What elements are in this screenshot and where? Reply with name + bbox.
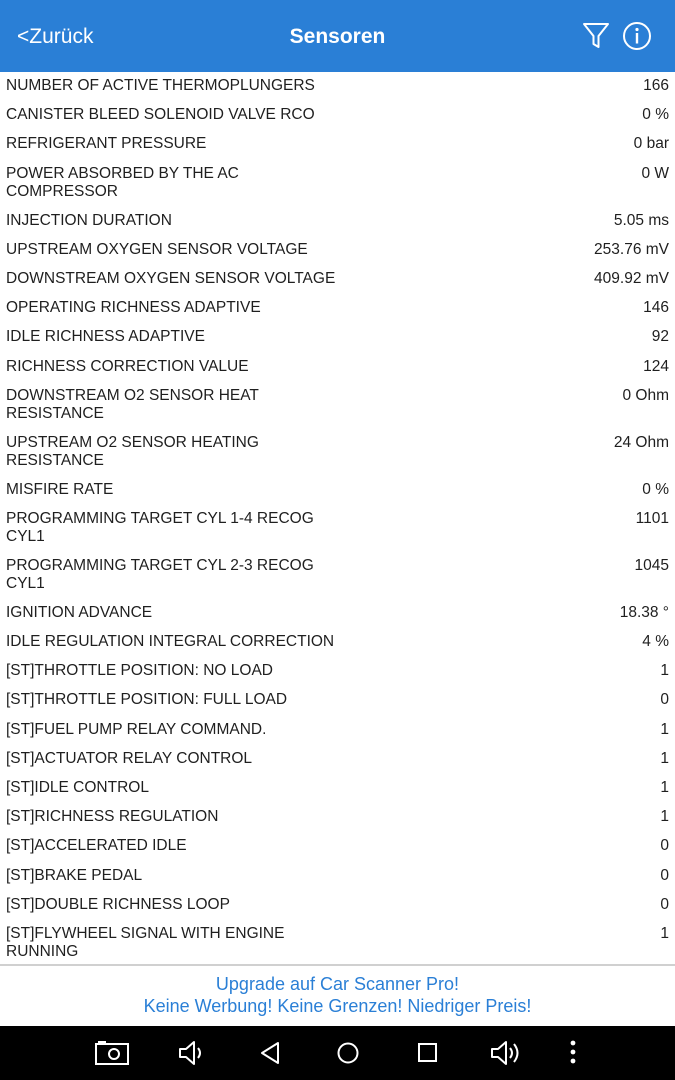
back-button[interactable]: <Zurück bbox=[17, 25, 94, 48]
sensor-value: 409.92 mV bbox=[594, 269, 669, 287]
upgrade-banner-line1: Upgrade auf Car Scanner Pro! bbox=[215, 974, 460, 994]
upgrade-banner[interactable] bbox=[0, 964, 675, 1026]
sensor-name: IDLE RICHNESS ADAPTIVE bbox=[6, 328, 205, 346]
sensor-value: 0 % bbox=[642, 106, 669, 124]
home-icon bbox=[330, 1039, 366, 1067]
sensor-value: 1 bbox=[660, 924, 669, 942]
sensor-row[interactable] bbox=[0, 236, 675, 265]
sensor-value: 0 bbox=[660, 691, 669, 709]
sensor-name: [ST]BRAKE PEDAL bbox=[6, 866, 143, 884]
sensor-name: DOWNSTREAM O2 SENSOR HEAT RESISTANCE bbox=[6, 386, 259, 423]
sensor-row[interactable] bbox=[0, 745, 675, 774]
sensor-value: 1 bbox=[660, 662, 669, 680]
sensor-row[interactable] bbox=[0, 657, 675, 686]
sensor-row[interactable] bbox=[0, 72, 675, 101]
sensor-name: [ST]ACTUATOR RELAY CONTROL bbox=[6, 749, 253, 767]
sensor-name: IGNITION ADVANCE bbox=[6, 603, 153, 621]
sensor-row[interactable] bbox=[0, 920, 675, 967]
sensor-value: 146 bbox=[643, 299, 669, 317]
sensor-name: [ST]THROTTLE POSITION: FULL LOAD bbox=[6, 691, 288, 709]
sensor-row[interactable] bbox=[0, 265, 675, 294]
app-bar bbox=[0, 0, 675, 72]
sensor-name: [ST]THROTTLE POSITION: NO LOAD bbox=[6, 662, 273, 680]
sensor-value: 0 bbox=[660, 895, 669, 913]
sensor-row[interactable] bbox=[0, 323, 675, 352]
sensor-name: [ST]DOUBLE RICHNESS LOOP bbox=[6, 895, 230, 913]
sensor-name: PROGRAMMING TARGET CYL 1-4 RECOG CYL1 bbox=[6, 509, 314, 546]
sensor-row[interactable] bbox=[0, 716, 675, 745]
sensor-value: 1 bbox=[660, 808, 669, 826]
volume-down-button[interactable] bbox=[175, 1039, 211, 1067]
upgrade-banner-line2: Keine Werbung! Keine Grenzen! Niedriger Preis! bbox=[143, 996, 532, 1016]
sensor-value: 1 bbox=[660, 720, 669, 738]
recents-icon bbox=[409, 1039, 445, 1067]
sensor-value: 5.05 ms bbox=[613, 211, 669, 229]
back-nav-button[interactable] bbox=[252, 1039, 288, 1067]
sensor-row[interactable] bbox=[0, 832, 675, 861]
sensor-value: 1101 bbox=[635, 509, 669, 527]
system-navigation-bar bbox=[0, 1026, 675, 1080]
sensor-name: [ST]FUEL PUMP RELAY COMMAND. bbox=[6, 720, 267, 738]
sensor-name: CANISTER BLEED SOLENOID VALVE RCO bbox=[6, 106, 315, 124]
filter-icon bbox=[582, 21, 610, 51]
sensor-name: MISFIRE RATE bbox=[6, 480, 114, 498]
page-title: Sensoren bbox=[289, 25, 386, 48]
recents-nav-button[interactable] bbox=[409, 1039, 445, 1067]
sensor-row[interactable] bbox=[0, 774, 675, 803]
sensor-name: [ST]ACCELERATED IDLE bbox=[6, 837, 187, 855]
sensor-name: PROGRAMMING TARGET CYL 2-3 RECOG CYL1 bbox=[6, 556, 314, 593]
sensor-name: NUMBER OF ACTIVE THERMOPLUNGERS bbox=[6, 77, 315, 94]
home-nav-button[interactable] bbox=[330, 1039, 366, 1067]
more-options-button[interactable] bbox=[555, 1039, 591, 1067]
sensor-value: 0 % bbox=[642, 480, 669, 498]
sensor-name: OPERATING RICHNESS ADAPTIVE bbox=[6, 299, 261, 317]
sensor-value: 1 bbox=[660, 779, 669, 796]
sensor-name: [ST]RICHNESS REGULATION bbox=[6, 808, 219, 826]
sensor-name: IDLE REGULATION INTEGRAL CORRECTION bbox=[6, 633, 335, 651]
sensor-row[interactable] bbox=[0, 294, 675, 323]
volume-down-icon bbox=[175, 1039, 211, 1067]
screenshot-button[interactable] bbox=[94, 1039, 130, 1067]
sensor-name: RICHNESS CORRECTION VALUE bbox=[6, 357, 249, 375]
sensor-row[interactable] bbox=[0, 552, 675, 599]
sensor-value: 0 bar bbox=[633, 135, 669, 153]
sensor-row[interactable] bbox=[0, 862, 675, 891]
sensor-value: 166 bbox=[643, 77, 669, 94]
sensor-value: 24 Ohm bbox=[613, 433, 669, 451]
sensor-value: 253.76 mV bbox=[594, 240, 669, 258]
sensor-row[interactable] bbox=[0, 101, 675, 130]
sensor-row[interactable] bbox=[0, 130, 675, 159]
sensor-row[interactable] bbox=[0, 686, 675, 715]
info-icon bbox=[622, 21, 652, 51]
sensor-value: 0 bbox=[660, 837, 669, 855]
sensor-row[interactable] bbox=[0, 429, 675, 476]
sensor-value: 18.38 ° bbox=[619, 603, 669, 621]
volume-up-icon bbox=[488, 1039, 524, 1067]
sensor-row[interactable] bbox=[0, 628, 675, 657]
screenshot-icon bbox=[94, 1039, 130, 1067]
volume-up-button[interactable] bbox=[488, 1039, 524, 1067]
sensor-name: UPSTREAM OXYGEN SENSOR VOLTAGE bbox=[6, 240, 308, 258]
sensor-name: POWER ABSORBED BY THE AC COMPRESSOR bbox=[6, 164, 239, 201]
sensor-value: 0 Ohm bbox=[622, 386, 669, 404]
sensor-row[interactable] bbox=[0, 891, 675, 920]
sensor-value: 124 bbox=[643, 357, 669, 375]
sensor-value: 0 bbox=[660, 866, 669, 884]
sensor-row[interactable] bbox=[0, 353, 675, 382]
sensor-row[interactable] bbox=[0, 476, 675, 505]
info-button[interactable] bbox=[622, 21, 652, 51]
sensor-value: 4 % bbox=[642, 633, 669, 651]
sensor-value: 92 bbox=[651, 328, 669, 346]
sensor-name: INJECTION DURATION bbox=[6, 211, 172, 229]
sensor-name: UPSTREAM O2 SENSOR HEATING RESISTANCE bbox=[6, 433, 259, 470]
more-icon bbox=[555, 1039, 591, 1067]
sensor-row[interactable] bbox=[0, 803, 675, 832]
back-icon bbox=[252, 1039, 288, 1067]
filter-button[interactable] bbox=[582, 21, 610, 51]
sensor-name: [ST]IDLE CONTROL bbox=[6, 779, 149, 796]
sensor-row[interactable] bbox=[0, 505, 675, 552]
sensor-value: 0 W bbox=[641, 164, 669, 182]
sensor-row[interactable] bbox=[0, 599, 675, 628]
sensor-value: 1045 bbox=[634, 556, 669, 574]
sensor-name: DOWNSTREAM OXYGEN SENSOR VOLTAGE bbox=[6, 269, 336, 287]
sensor-row[interactable] bbox=[0, 160, 675, 207]
sensor-row[interactable] bbox=[0, 382, 675, 429]
sensor-list[interactable] bbox=[0, 72, 675, 964]
sensor-row[interactable] bbox=[0, 207, 675, 236]
sensor-name: [ST]FLYWHEEL SIGNAL WITH ENGINE RUNNING bbox=[6, 924, 285, 961]
sensor-name: REFRIGERANT PRESSURE bbox=[6, 135, 207, 153]
sensor-value: 1 bbox=[660, 749, 669, 767]
